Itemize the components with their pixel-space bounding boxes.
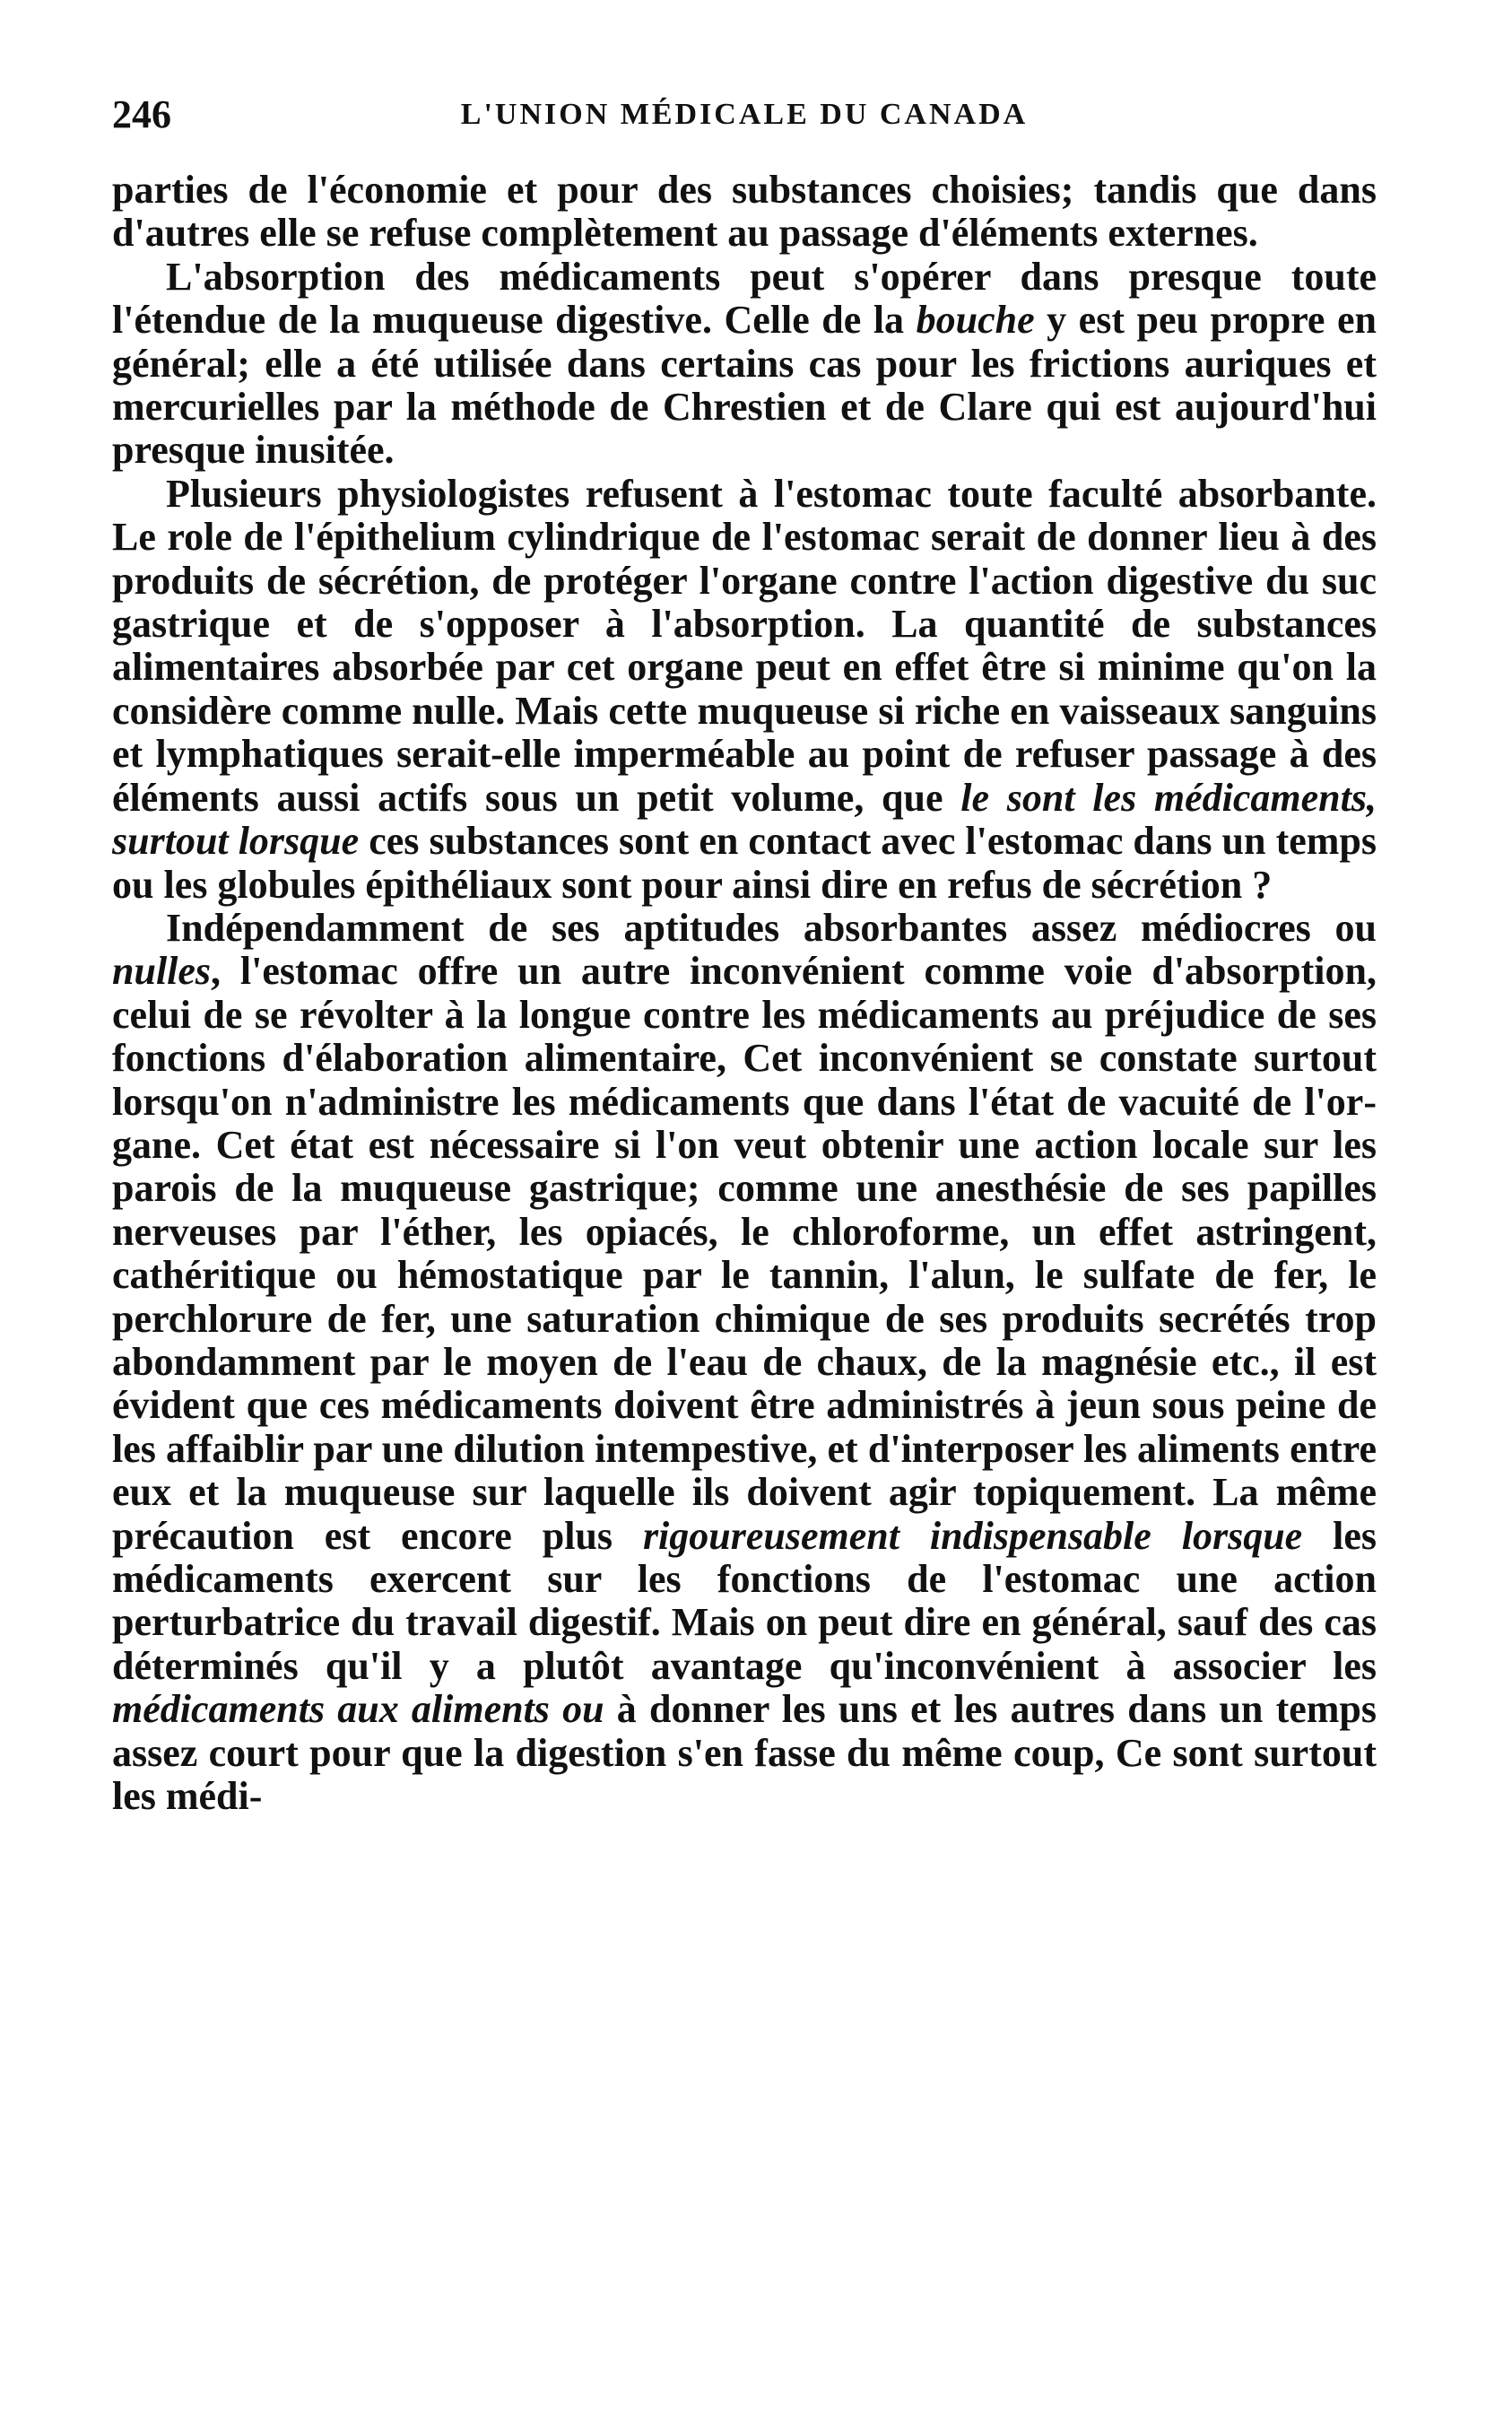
text-run: ces substances sont en contact avec l'estomac dans un temps ou les globules épithéliaux sont pour ainsi dire en refus de sécrétion ? [112,819,1377,907]
text-run: à donner les uns et les autres dans un temps assez court pour que la digestion s'en fasse du même coup, Ce sont surtout les médi- [112,1687,1377,1819]
text-run: y est peu propre en général; elle a été utilisée dans certains cas pour les frictions auriques et mercurielles par la méthode de Chrestien et de Clare qui est aujourd'hui presque inusitée. [112,298,1377,473]
paragraph [112,473,1377,907]
page-number: 246 [112,92,171,136]
paragraph [112,256,1377,473]
running-title: L'UNION MÉDICALE DU CANADA [460,98,1029,131]
text-run: L'absorption des médicaments peut s'opérer dans presque toute l'étendue de la muqueuse digestive. Celle de la [112,254,1377,343]
italic-run: médicaments aux aliments ou [112,1687,604,1732]
text-run: , l'estomac offre un autre inconvénient comme voie d'absorption, celui de se révolter à la longue contre les médicaments au préjudice de ses fonctions d'élaboration alimentaire, Cet inconvénient se constate surtout lorsqu'on n'administre les médicaments que dans l'état de vacuité de l'organe. Cet état est nécessaire si l'on veut obtenir une action locale sur les parois de la muqueuse gastrique; comme une anesthésie de ses papilles nerveuses par l'éther, les opiacés, le chloroforme, un effet astringent, cathéritique ou hémostatique par le tannin, l'alun, le sulfate de fer, le perchlorure de fer, une saturation chimique de ses produits secrétés trop abondamment par le moyen de l'eau de chaux, de la magnésie etc., il est évident que ces médicaments doivent être administrés à jeun sous peine de les affaiblir par une dilution intempestive, et d'interposer les aliments entre eux et la muqueuse sur laquelle ils doivent agir topiquement. La même précaution est encore plus [112,949,1377,1558]
body-text [112,169,1377,1818]
paragraph [112,907,1377,1819]
text-run: Indépendamment de ses aptitudes absorbantes assez médiocres ou [166,905,1377,950]
text-run: parties de l'économie et pour des substances choisies; tandis que dans d'autres elle se refuse complètement au passage d'éléments externes. [112,168,1377,256]
italic-run: nulles [112,949,212,994]
italic-run: le sont les médicaments, surtout lorsque [112,775,1377,864]
italic-run: bouche [916,298,1035,343]
text-run: les médicaments exercent sur les fonctions de l'estomac une action perturbatrice du travail digestif. Mais on peut dire en général, sauf des cas déterminés qu'il y a plutôt avantage qu'inconvénient à associer les [112,1513,1377,1688]
paragraph [112,169,1377,256]
italic-run: rigoureusement indispensable lorsque [642,1513,1303,1558]
page-header [112,88,1377,142]
text-run: Plusieurs physiologistes refusent à l'estomac toute faculté absorbante. Le role de l'épithelium cylindrique de l'estomac serait de donner lieu à des produits de sécrétion, de protéger l'organe contre l'action digestive du suc gastrique et de s'opposer à l'absorption. La quantité de substances alimentaires absorbée par cet organe peut en effet être si minime qu'on la considère comme nulle. Mais cette muqueuse si riche en vaisseaux sanguins et lymphatiques serait-elle imperméable au point de refuser passage à des éléments aussi actifs sous un petit volume, que [112,471,1377,820]
